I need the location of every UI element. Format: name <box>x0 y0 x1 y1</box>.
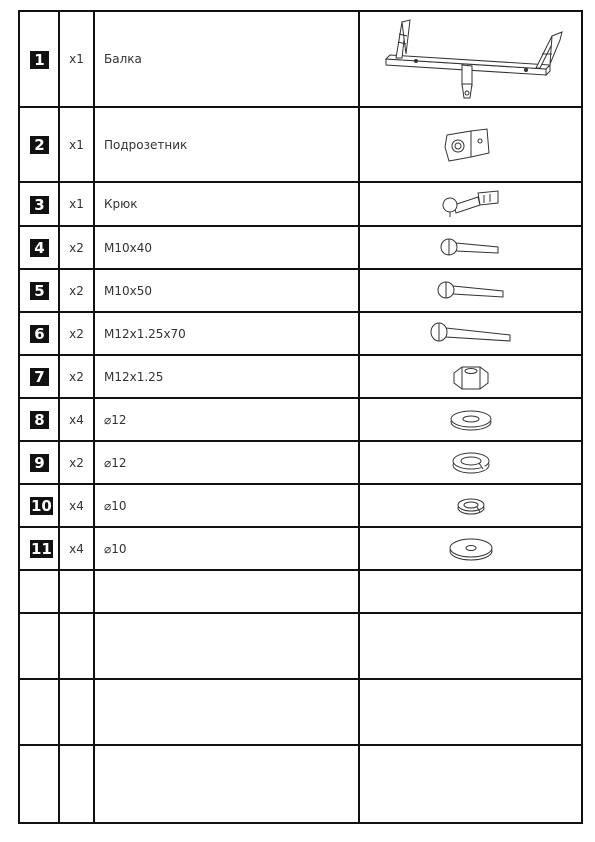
item-quantity: x4 <box>69 541 84 556</box>
item-quantity: x1 <box>69 52 84 66</box>
item-name: ⌀12 <box>104 412 127 427</box>
table-row <box>19 226 582 269</box>
socket-bracket-icon <box>360 125 581 165</box>
table-row <box>19 398 582 441</box>
table-row <box>19 355 582 398</box>
item-name: M10x40 <box>104 240 152 255</box>
item-number: 7 <box>30 368 49 386</box>
item-quantity: x4 <box>69 498 84 513</box>
item-name: Крюк <box>104 197 138 211</box>
item-quantity: x4 <box>69 412 84 427</box>
table-row <box>19 527 582 570</box>
item-number: 11 <box>31 540 52 558</box>
item-number: 5 <box>30 282 49 300</box>
item-name: Подрозетник <box>104 137 188 152</box>
item-name: Балка <box>104 52 142 66</box>
item-name: ⌀10 <box>104 541 127 556</box>
bolt-icon <box>360 278 581 304</box>
item-number: 1 <box>30 51 49 69</box>
spring-washer-icon <box>360 449 581 477</box>
item-quantity: x2 <box>69 369 84 384</box>
table-row <box>19 11 582 107</box>
table-row <box>19 484 582 527</box>
flat-washer-icon <box>360 535 581 563</box>
item-quantity: x2 <box>69 283 84 298</box>
item-number: 10 <box>31 497 52 515</box>
table-row <box>19 269 582 312</box>
parts-table <box>18 10 583 824</box>
item-number: 3 <box>30 196 49 214</box>
table-row <box>19 107 582 182</box>
flat-washer-icon <box>360 407 581 433</box>
empty-row <box>19 745 582 823</box>
item-number: 9 <box>30 454 49 472</box>
hex-nut-icon <box>360 361 581 393</box>
table-row <box>19 312 582 355</box>
item-number: 6 <box>30 325 49 343</box>
spring-washer-small-icon <box>360 494 581 518</box>
item-number: 2 <box>30 136 49 154</box>
item-name: ⌀10 <box>104 498 127 513</box>
item-name: M10x50 <box>104 283 152 298</box>
item-name: ⌀12 <box>104 455 127 470</box>
tow-beam-icon <box>360 14 581 104</box>
item-number: 4 <box>30 239 49 257</box>
item-name: M12x1.25 <box>104 369 164 384</box>
item-number: 8 <box>30 411 49 429</box>
long-bolt-icon <box>360 320 581 348</box>
tow-hook-icon <box>360 187 581 221</box>
empty-row <box>19 613 582 679</box>
item-quantity: x2 <box>69 240 84 255</box>
empty-row <box>19 679 582 745</box>
item-quantity: x2 <box>69 455 84 470</box>
item-quantity: x2 <box>69 326 84 341</box>
empty-row <box>19 570 582 613</box>
item-name: M12x1.25x70 <box>104 326 186 341</box>
table-row <box>19 182 582 226</box>
item-quantity: x1 <box>69 137 84 152</box>
bolt-icon <box>360 235 581 261</box>
table-row <box>19 441 582 484</box>
item-quantity: x1 <box>69 197 84 211</box>
